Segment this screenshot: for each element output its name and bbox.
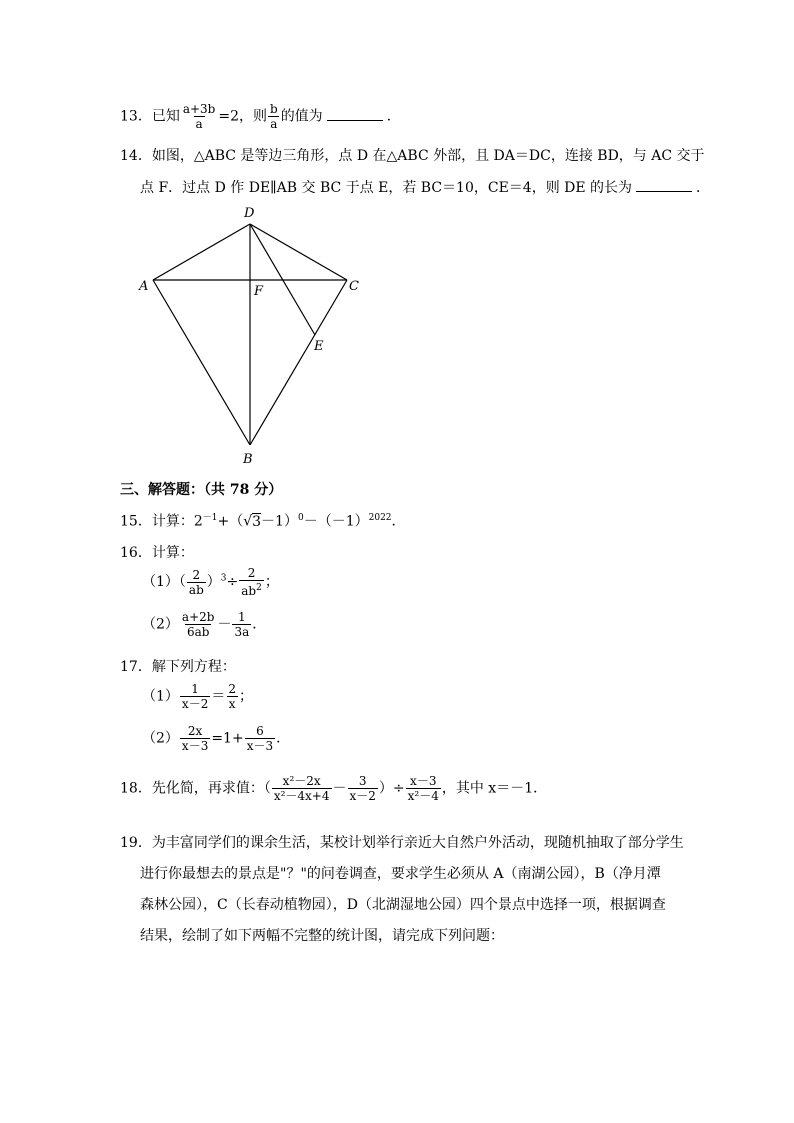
fraction-denominator: 6ab (186, 625, 210, 639)
q15-text: 15．计算：2 (120, 513, 203, 530)
fraction-numerator: a+2b (181, 610, 215, 624)
geometry-figure (135, 200, 375, 470)
fraction-numerator: 2x (187, 724, 203, 738)
segment-AB (153, 280, 250, 445)
fraction-denominator: x²－4x+4 (273, 789, 330, 803)
q13-end: ． (386, 108, 401, 125)
q13-mid: =2，则 (218, 108, 267, 125)
question-19-line-3: 森林公园），C（长春动植物园），D（北湖湿地公园）四个景点中选择一项，根据调查 (140, 897, 666, 913)
question-17-part-2 (142, 724, 290, 753)
fraction-denominator: x (228, 697, 236, 711)
question-14-line-2 (140, 177, 710, 197)
q15-end: ． (391, 513, 406, 530)
q13-prefix: 已知 (151, 108, 180, 125)
q14-line-2-text: 点 F．过点 D 作 DE∥AB 交 BC 于点 E，若 BC＝10，CE＝4，则 DE 的长为 (140, 180, 633, 196)
fraction (406, 774, 441, 803)
fraction-denominator: ab (188, 582, 204, 597)
question-19-line-1: 19．为丰富同学们的课余生活，某校计划举行亲近大自然户外活动，现随机抽取了部分学生 (120, 835, 684, 851)
fraction (187, 568, 206, 597)
equals-sign: ＝ (211, 688, 226, 705)
question-16-title: 16．计算： (120, 545, 194, 561)
fraction (180, 682, 210, 711)
question-17-title: 17．解下列方程： (120, 659, 236, 675)
part-label: （1）（ (142, 574, 186, 590)
section-heading: 三、解答题：（共 78 分） (120, 482, 283, 498)
question-17-part-1 (142, 682, 253, 711)
label-B: B (243, 452, 253, 467)
exponent: 2022 (368, 513, 392, 523)
label-F: F (254, 284, 264, 299)
fraction-numerator: 2 (228, 682, 236, 696)
question-14-line-1: 14．如图，△ABC 是等边三角形，点 D 在△ABC 外部，且 DA＝DC，连接 BD，与 AC 交于 (120, 148, 705, 164)
answer-blank (636, 179, 692, 192)
part-end: ； (238, 688, 253, 705)
sqrt-argument: 3 (252, 513, 262, 530)
equation-middle: =1+ (211, 730, 244, 747)
label-C: C (349, 279, 359, 294)
part-label: （2） (142, 730, 179, 747)
paren: ） (206, 574, 221, 590)
q15-text: －1） (261, 513, 298, 530)
fraction-numerator: 2 (247, 566, 256, 580)
fraction-numerator: 1 (191, 682, 199, 696)
answer-blank (327, 108, 383, 121)
q13-fraction-2 (268, 102, 280, 131)
part-end: ； (264, 574, 279, 590)
label-D: D (244, 206, 255, 221)
segment-AD (153, 224, 250, 280)
exponent: 0 (297, 513, 304, 523)
fraction (272, 774, 332, 803)
fraction-denominator: x²－4 (407, 789, 439, 803)
fraction-numerator: b (270, 102, 278, 116)
fraction (245, 724, 275, 753)
q13-number: 13． (120, 108, 152, 125)
minus-sign: － (332, 780, 347, 797)
q13-fraction-1 (181, 102, 218, 131)
label-E: E (314, 339, 324, 354)
part-end: ． (252, 616, 267, 633)
q18-suffix: ，其中 x＝－1． (441, 780, 548, 797)
fraction-numerator: 3 (358, 774, 367, 788)
fraction-numerator: x－3 (410, 774, 437, 788)
exponent: 2 (256, 583, 262, 593)
fraction (180, 724, 210, 753)
q14-end: ． (696, 180, 711, 196)
fraction-denominator: 3a (234, 625, 250, 639)
q15-text: +（ (217, 513, 244, 530)
part-label: （2） (142, 616, 179, 633)
exponent: －1 (202, 513, 218, 523)
fraction-numerator: 1 (238, 610, 246, 624)
fraction (180, 610, 217, 639)
segment-BC (250, 280, 347, 445)
question-16-part-2 (142, 610, 266, 639)
fraction (348, 774, 378, 803)
sqrt-sign: √ (243, 513, 253, 530)
minus-sign: － (217, 616, 232, 633)
divide-sign: ÷ (226, 574, 239, 590)
divide-sign: ）÷ (378, 780, 405, 797)
denominator-base: ab (241, 584, 257, 598)
fraction-denominator: x－2 (349, 789, 376, 803)
question-19-line-2: 进行你最想去的景点是"？"的问卷调查，要求学生必须从 A（南湖公园），B（净月潭 (140, 866, 661, 882)
q13-suffix: 的值为 (280, 108, 323, 125)
label-A: A (139, 279, 149, 294)
fraction-denominator: x－2 (181, 697, 209, 711)
fraction-numerator: 6 (256, 724, 264, 738)
fraction-denominator (239, 580, 264, 598)
fraction-numerator: x²－2x (282, 774, 321, 788)
fraction (239, 566, 264, 598)
q18-prefix: 18．先化简，再求值：（ (120, 780, 271, 797)
part-label: （1） (142, 688, 179, 705)
question-13 (120, 102, 401, 131)
part-end: ． (276, 730, 291, 747)
segment-DC (250, 224, 347, 280)
exponent: 3 (220, 573, 227, 584)
fraction-denominator: a (270, 117, 278, 131)
question-15 (120, 510, 406, 531)
fraction-denominator: a (195, 117, 203, 131)
fraction-numerator: a+3b (182, 102, 216, 116)
question-16-part-1 (142, 566, 279, 598)
question-18 (120, 774, 547, 803)
q15-text: －（－1） (303, 513, 369, 530)
fraction-denominator: x－3 (181, 739, 209, 753)
fraction (232, 610, 251, 639)
question-19-line-4: 结果，绘制了如下两幅不完整的统计图，请完成下列问题： (140, 928, 504, 944)
fraction (226, 682, 238, 711)
fraction-denominator: x－3 (246, 739, 274, 753)
fraction-numerator: 2 (192, 567, 201, 582)
